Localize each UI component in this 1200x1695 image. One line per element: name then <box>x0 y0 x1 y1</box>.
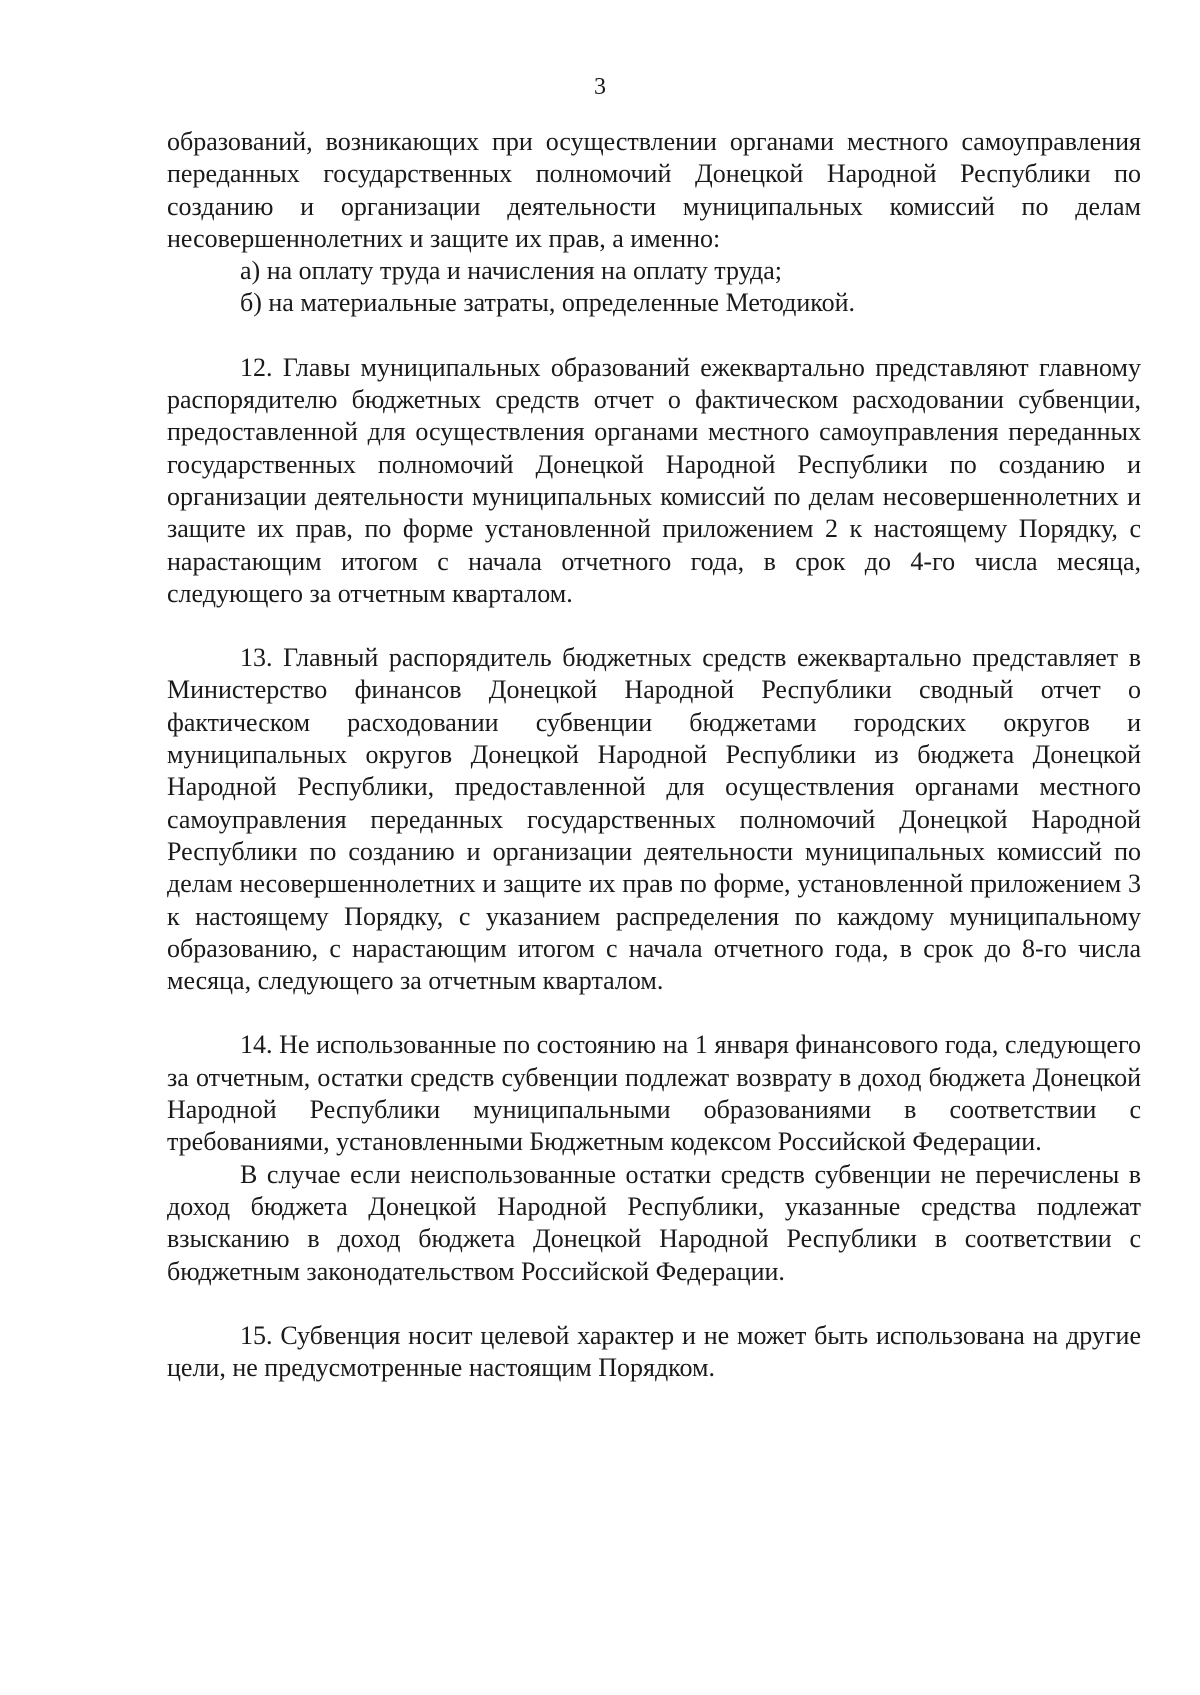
intro-paragraph: образований, возникающих при осуществлении органами местного самоуправления переданных государственных полномочий Донецкой Народной Республики по созданию и организации деятельности муниципальных комиссий по делам несовершеннолетних и защите их прав, а именно: <box>167 127 1141 253</box>
paragraph-14: 14. Не использованные по состоянию на 1 января финансового года, следующего за отчетным, остатки средств субвенции подлежат возврату в доход бюджета Донецкой Народной Республики муниципальными образованиями в соответствии с требованиями, установленными Бюджетным кодексом Российской Федерации. <box>167 1030 1141 1157</box>
paragraph-15: 15. Субвенция носит целевой характер и не может быть использована на другие цели, не предусмотренные настоящим Порядком. <box>167 1320 1141 1383</box>
list-item-b: б) на материальные затраты, определенные Методикой. <box>240 288 856 318</box>
list-item-a: а) на оплату труда и начисления на оплату труда; <box>240 256 782 286</box>
paragraph-14-continuation: В случае если неиспользованные остатки средств субвенции не перечислены в доход бюджета Донецкой Народной Республики, указанные средства подлежат взысканию в доход бюджета Донецкой Народной Республики в соответствии с бюджетным законодательством Российской Федерации. <box>167 1159 1141 1286</box>
paragraph-12: 12. Главы муниципальных образований ежеквартально представляют главному распорядителю бюджетных средств отчет о фактическом расходовании субвенции, предоставленной для осуществления органами местного самоуправления переданных государственных полномочий Донецкой Народной Республики по созданию и организации деятельности муниципальных комиссий по делам несовершеннолетних и защите их прав, по форме установленной приложением 2 к настоящему Порядку, с нарастающим итогом с начала отчетного года, в срок до 4-го числа месяца, следующего за отчетным кварталом. <box>167 352 1141 608</box>
page-number: 3 <box>594 74 606 100</box>
paragraph-13: 13. Главный распорядитель бюджетных средств ежеквартально представляет в Министерство финансов Донецкой Народной Республики сводный отчет о фактическом расходовании субвенции бюджетами городских округов и муниципальных округов Донецкой Народной Республики из бюджета Донецкой Народной Республики, предоставленной для осуществления органами местного самоуправления переданных государственных полномочий Донецкой Народной Республики по созданию и организации деятельности муниципальных комиссий по делам несовершеннолетних и защите их прав по форме, установленной приложением 3 к настоящему Порядку, с указанием распределения по каждому муниципальному образованию, с нарастающим итогом с начала отчетного года, в срок до 8-го числа месяца, следующего за отчетным кварталом. <box>167 643 1141 996</box>
document-body <box>167 126 1141 1384</box>
